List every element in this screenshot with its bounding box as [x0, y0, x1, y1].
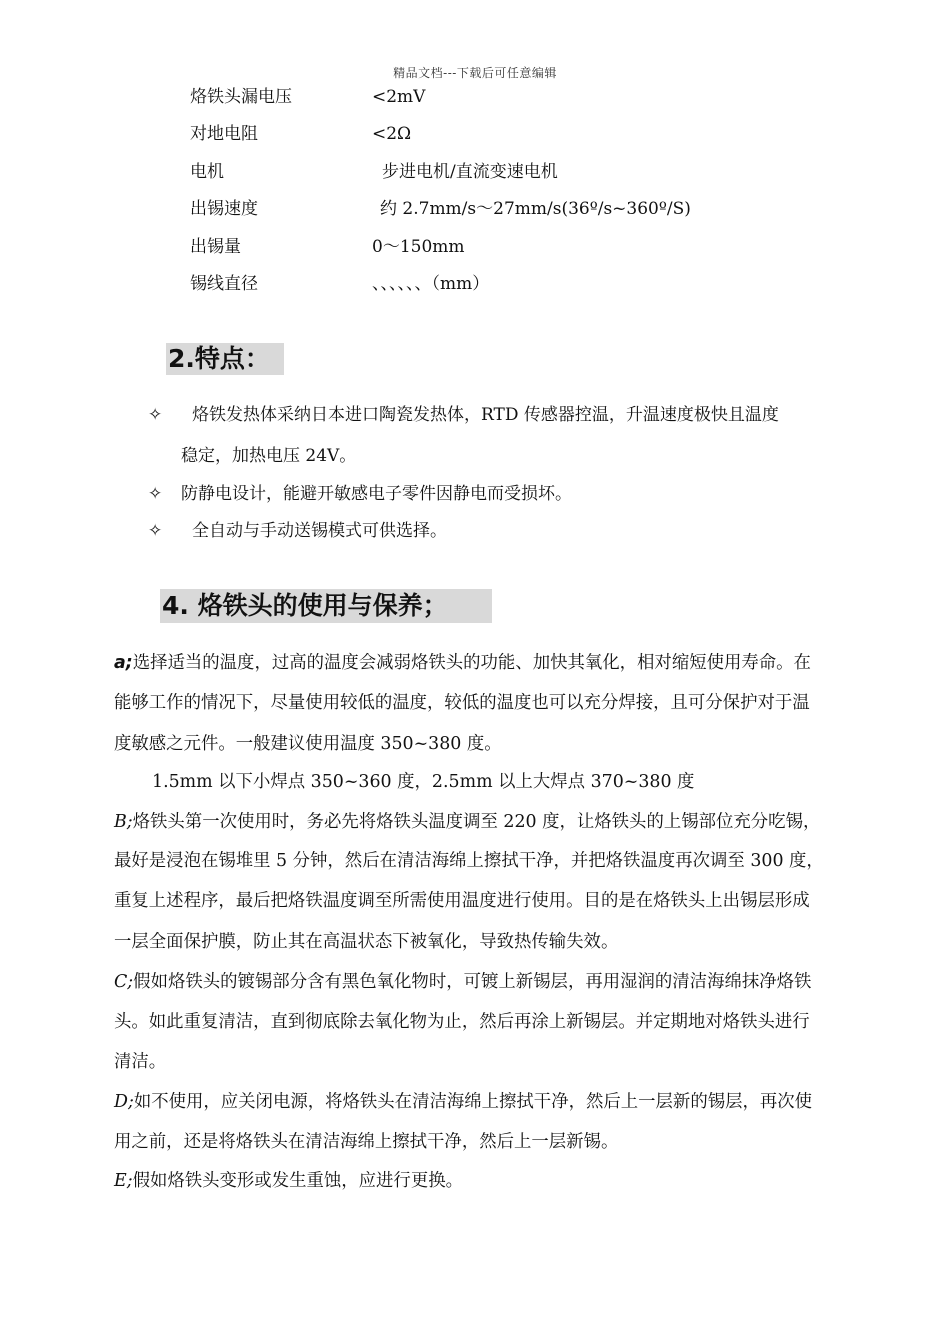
spec-value: 、、、、、、（mm）: [372, 274, 490, 294]
paragraph-line: [114, 1168, 463, 1194]
bullet-text: 全自动与手动送锡模式可供选择。: [192, 521, 447, 541]
paragraph-line: 能够工作的情况下，尽量使用较低的温度，较低的温度也可以充分焊接，且可分保护对于温: [114, 693, 810, 713]
diamond-bullet-icon: ✧: [148, 484, 163, 504]
paragraph-line: 度敏感之元件。一般建议使用温度 350~380 度。: [114, 734, 502, 754]
paragraph-line: [114, 969, 811, 995]
spec-label: 烙铁头漏电压: [190, 87, 292, 107]
item-text: 假如烙铁头变形或发生重蚀，应进行更换。: [132, 1171, 463, 1191]
item-text: 如不使用，应关闭电源，将烙铁头在清洁海绵上擦拭干净，然后上一层新的锡层，再次使: [133, 1092, 813, 1112]
paragraph-line: 一层全面保护膜，防止其在高温状态下被氧化，导致热传输失效。: [114, 932, 619, 952]
item-lead: D;: [114, 1092, 134, 1112]
bullet-text: 防静电设计，能避开敏感电子零件因静电而受损坏。: [181, 484, 572, 504]
page-watermark: 精品文档---下载后可任意编辑: [393, 66, 557, 80]
paragraph-line: 最好是浸泡在锡堆里 5 分钟，然后在清洁海绵上擦拭干净，并把烙铁温度再次调至 300 度，: [114, 851, 824, 871]
spec-value: <2mV: [372, 87, 426, 107]
paragraph-line: [114, 650, 811, 676]
diamond-bullet-icon: ✧: [148, 521, 163, 541]
spec-value: <2Ω: [372, 124, 412, 144]
spec-label: 对地电阻: [190, 124, 258, 144]
spec-value: 步进电机/直流变速电机: [382, 162, 558, 182]
item-lead: a;: [114, 653, 133, 673]
paragraph-line: 用之前，还是将烙铁头在清洁海绵上擦拭干净，然后上一层新锡。: [114, 1132, 619, 1152]
spec-label: 出锡速度: [190, 199, 258, 219]
spec-value: 约 2.7mm/s～27mm/s(36º/s~360º/S): [380, 199, 691, 219]
paragraph-line: [114, 809, 820, 835]
item-lead: C;: [114, 972, 134, 992]
item-lead: E;: [114, 1171, 133, 1191]
paragraph-line: 1.5mm 以下小焊点 350~360 度，2.5mm 以上大焊点 370~380 度: [152, 772, 695, 792]
bullet-text: 烙铁发热体采纳日本进口陶瓷发热体，RTD 传感器控温，升温速度极快且温度: [192, 405, 779, 425]
paragraph-line: [114, 1089, 812, 1115]
item-text: 选择适当的温度，过高的温度会减弱烙铁头的功能、加快其氧化，相对缩短使用寿命。在: [132, 653, 811, 673]
section-heading: 4. 烙铁头的使用与保养；: [160, 589, 492, 623]
spec-value: 0～150mm: [372, 237, 465, 257]
spec-label: 锡线直径: [190, 274, 258, 294]
diamond-bullet-icon: ✧: [148, 405, 163, 425]
item-text: 烙铁头第一次使用时，务必先将烙铁头温度调至 220 度，让烙铁头的上锡部位充分吃锡，: [132, 812, 821, 832]
spec-label: 电机: [190, 162, 224, 182]
spec-label: 出锡量: [190, 237, 241, 257]
paragraph-line: 清洁。: [114, 1052, 167, 1072]
bullet-text: 稳定，加热电压 24V。: [181, 446, 357, 466]
paragraph-line: 头。如此重复清洁，直到彻底除去氧化物为止，然后再涂上新锡层。并定期地对烙铁头进行: [114, 1012, 810, 1032]
section-heading: 2.特点：: [166, 343, 284, 375]
paragraph-line: 重复上述程序，最后把烙铁温度调至所需使用温度进行使用。目的是在烙铁头上出锡层形成: [114, 891, 810, 911]
item-lead: B;: [114, 812, 133, 832]
item-text: 假如烙铁头的镀锡部分含有黑色氧化物时，可镀上新锡层，再用湿润的清洁海绵抹净烙铁: [133, 972, 812, 992]
